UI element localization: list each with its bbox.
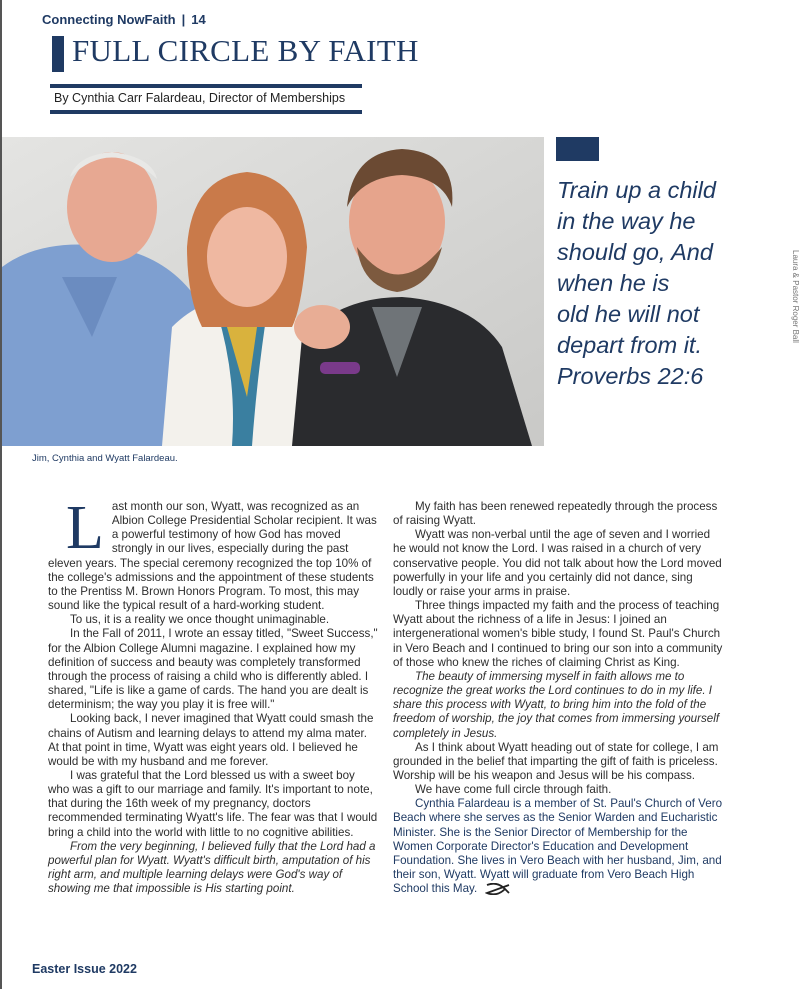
paragraph-italic: From the very beginning, I believed fully that the Lord had a powerful plan for Wyatt. Wyatt's difficult birth, amputation of his right arm, and multiple learning delays were God's way of showing me that impossible is His starting point. xyxy=(48,839,376,896)
paragraph: Three things impacted my faith and the process of teaching Wyatt about the richness of a life in Jesus: I joined an intergenerational women's bible study, I found St. Paul's Church in Vero Beach and I continued to bring our son into a community of those who knew the riches of claiming Christ as King. xyxy=(393,599,723,669)
drop-cap: L xyxy=(66,494,104,562)
paragraph-text: ast month our son, Wyatt, was recognized as an Albion College Presidential Scholar recipient. It was a powerful testimony of how God has moved strongly in our lives, especially during the past eleven years. The special ceremony recognized the top 10% of the college's admissions and the appointment of these students to the Prentiss M. Brown Honors Program. To most, this may sound like the typical result of a hard-working student. xyxy=(48,500,377,613)
pull-quote-citation: Proverbs 22:6 xyxy=(557,363,704,389)
author-bio-text: Cynthia Falardeau is a member of St. Paul's Church of Vero Beach where she serves as the Senior Warden and Eucharistic Minister. She is the Senior Director of Membership for the Women Corporate Director's Education and Development Foundation. She lives in Vero Beach with her husband, Jim, and their son, Wyatt. Wyatt will graduate from Vero Beach High School this May. xyxy=(393,797,723,896)
title-accent-bar xyxy=(52,36,64,72)
paragraph: We have come full circle through faith. xyxy=(415,783,612,797)
pull-quote-line: in the way he xyxy=(557,208,696,234)
page-number: 14 xyxy=(191,12,206,27)
paragraph-italic: The beauty of immersing myself in faith allows me to recognize the great works the Lord continues to do in my life. I share this process with Wyatt, to bring him into the fold of the freedom of worship, the joy that comes from immersing yourself completely in Jesus. xyxy=(393,669,720,740)
magazine-name: Connecting NowFaith xyxy=(42,12,176,27)
paragraph: I was grateful that the Lord blessed us with a sweet boy who was a gift to our marriage and family. It's important to note, that during the 16th week of my pregnancy, doctors recommended terminating Wyatt's life. The fear was that I would bring a child into the world with little to no cognitive abilities. xyxy=(48,768,378,839)
pull-quote xyxy=(557,175,797,392)
photo-caption: Jim, Cynthia and Wyatt Falardeau. xyxy=(32,453,178,464)
footer-issue: Easter Issue 2022 xyxy=(32,962,137,976)
author-bio xyxy=(393,797,723,896)
pull-quote-line: when he is xyxy=(557,270,670,296)
running-head xyxy=(42,12,206,27)
article-column-right xyxy=(393,500,723,896)
byline: By Cynthia Carr Falardeau, Director of Memberships xyxy=(54,91,346,105)
pull-quote-line: Train up a child xyxy=(557,177,716,203)
photo-credit: Laura & Pastor Roger Ball xyxy=(791,250,800,343)
family-photo-illustration xyxy=(2,137,544,446)
quote-accent-block xyxy=(556,137,599,161)
header-separator: | xyxy=(181,12,186,27)
paragraph: As I think about Wyatt heading out of state for college, I am grounded in the belief that imparting the gift of faith is priceless. Worship will be his weapon and Jesus will be his compass. xyxy=(393,740,719,782)
article-column-left xyxy=(48,494,378,896)
pull-quote-line: depart from it. xyxy=(557,332,702,358)
paragraph xyxy=(48,494,378,613)
byline-rule-top xyxy=(50,84,362,88)
paragraph: Looking back, I never imagined that Wyatt could smash the chains of Autism and learning delays to attend my alma mater. At that point in time, Wyatt was eight years old. I believed he would be with my husband and me forever. xyxy=(48,712,374,768)
paragraph: Wyatt was non-verbal until the age of seven and I worried he would not know the Lord. I was raised in a church of very conservative people. You did not talk about how the Lord moved powerfully in your life and you certainly did not dance, sing loudly or raise your arms in praise. xyxy=(393,528,722,598)
pull-quote-line: old he will not xyxy=(557,301,700,327)
byline-rule-bottom xyxy=(50,110,362,114)
paragraph: My faith has been renewed repeatedly through the process of raising Wyatt. xyxy=(393,500,718,528)
paragraph: In the Fall of 2011, I wrote an essay titled, "Sweet Success," for the Albion College Alumni magazine. I explained how my definition of success and beauty was completely transformed through the process of raising a child who is differently abled. I shared, "Life is like a game of cards. The hand you are dealt is determinism; the way you play it is free will." xyxy=(48,627,378,712)
article-title: FULL CIRCLE BY FAITH xyxy=(72,33,419,68)
pull-quote-line: should go, And xyxy=(557,239,713,265)
paragraph: To us, it is a reality we once thought unimaginable. xyxy=(70,613,330,627)
family-photo xyxy=(2,137,544,446)
ichthys-fish-icon xyxy=(485,883,511,895)
